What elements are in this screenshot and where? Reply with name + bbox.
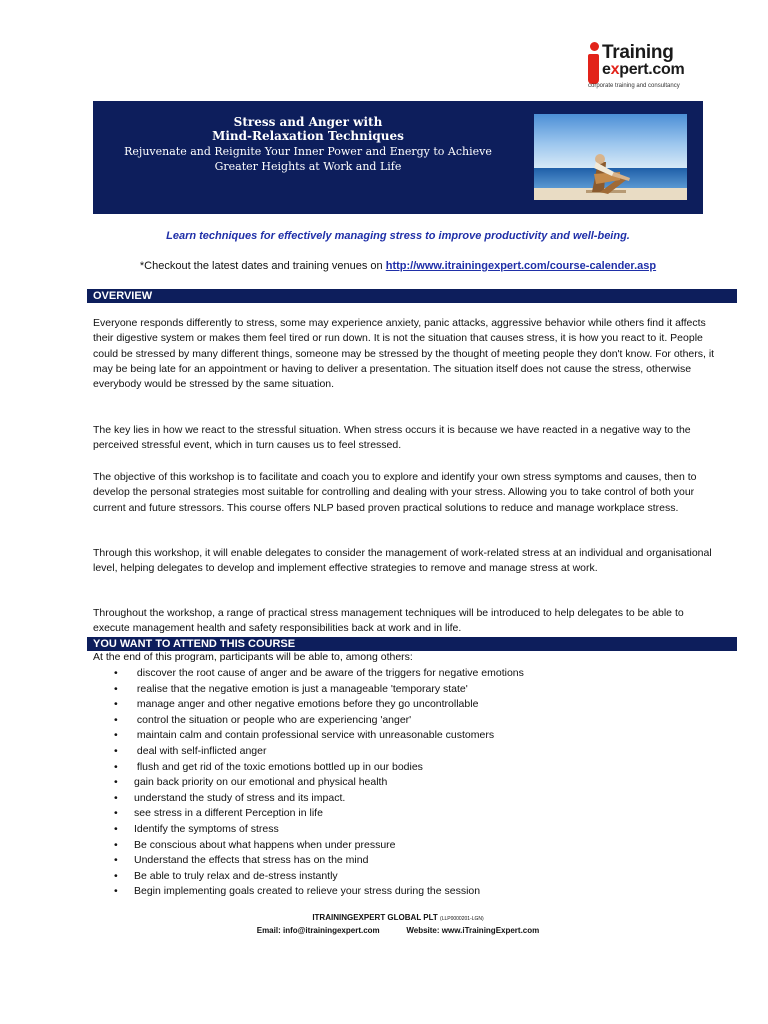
list-item: • control the situation or people who are experiencing 'anger' [114,713,412,726]
logo-i-mark-icon [588,42,600,86]
list-item: • Begin implementing goals created to relieve your stress during the session [114,885,481,898]
checkout-text: *Checkout the latest dates and training venues on [139,260,386,272]
overview-paragraph-3: The objective of this workshop is to facilitate and coach you to explore and identify your own stress symptoms and causes, then to develop the personal strategies most suitable for controlling and dealing with your stress. Allowing you to take control of both your current and future stressors. This course offers NLP based proven practical solutions to reduce and manage workplace stress. [93,471,697,514]
overview-paragraph-5: Throughout the workshop, a range of practical stress management techniques will be introduced to help delegates to be able to execute management health and safety responsibilities back at work and in life. [93,607,684,635]
footer-registration: (LLP0000201-LGN) [440,916,484,922]
footer-website[interactable]: Website: www.iTrainingExpert.com [406,926,540,935]
logo-word-training: Training [602,42,674,63]
list-item: • gain back priority on our emotional and physical health [114,776,388,789]
list-item: • Understand the effects that stress has on the mind [114,854,369,867]
overview-paragraph-4: Through this workshop, it will enable delegates to consider the management of work-related stress at an individual and organisational level, helping delegates to develop and implement effective strategies to remove and manage stress at work. [93,547,712,575]
intro-tagline: Learn techniques for effectively managing stress to improve productivity and well-being. [166,230,630,242]
list-item: • understand the study of stress and its impact. [114,791,346,804]
list-item: • Be able to truly relax and de-stress instantly [114,869,338,882]
banner-subtitle-line2: Greater Heights at Work and Life [214,160,402,173]
learning-outcomes-list [114,666,524,900]
banner-subtitle-line1: Rejuvenate and Reignite Your Inner Power and Energy to Achieve [124,145,492,158]
overview-paragraph-2: The key lies in how we react to the stressful situation. When stress occurs it is because we have reacted in a negative way to the perceived stressful event, which in turn causes us to feel stressed. [93,424,691,452]
banner-title-line1: Stress and Anger with [233,115,383,129]
list-item: • flush and get rid of the toxic emotions bottled up in our bodies [114,760,423,773]
list-item: • realise that the negative emotion is just a manageable 'temporary state' [114,682,468,695]
course-calendar-link[interactable]: http://www.itrainingexpert.com/course-calender.asp [385,260,657,272]
page-footer [93,912,703,936]
course-banner [93,101,703,214]
company-logo [588,42,718,92]
overview-heading: OVERVIEW [87,289,737,303]
footer-company-name: ITRAININGEXPERT GLOBAL PLT [312,913,438,922]
banner-text [93,115,523,174]
list-item: • discover the root cause of anger and be aware of the triggers for negative emotions [114,667,524,679]
list-item: • manage anger and other negative emotions before they go uncontrollable [114,698,479,711]
logo-tagline: corporate training and consultancy [588,83,680,89]
checkout-line [93,260,703,272]
list-item: • see stress in a different Perception in life [114,807,323,820]
list-item: • maintain calm and contain professional service with unreasonable customers [114,729,495,742]
attend-heading: YOU WANT TO ATTEND THIS COURSE [87,637,737,651]
logo-word-expert: expert.com [602,61,685,78]
overview-paragraph-1: Everyone responds differently to stress, some may experience anxiety, panic attacks, aggressive behavior while others find it affects their digestive system or makes them feel tired or run down. It is not the situation that causes stress, it is how you react to it. People could be stressed by many different things, someone may be stressed by the thought of meeting people they don't know. For others, it may be being late for an appointment or having to deliver a presentation. The situation itself does not cause the stress, otherwise everybody would be stressed by the same situation. [93,317,715,391]
footer-email[interactable]: Email: info@itrainingexpert.com [256,926,380,935]
list-item: • Identify the symptoms of stress [114,822,279,835]
attend-intro: At the end of this program, participants will be able to, among others: [93,651,413,663]
banner-title-line2: Mind-Relaxation Techniques [212,129,404,143]
relaxing-beach-photo [534,114,687,200]
list-item: • deal with self-inflicted anger [114,744,267,757]
list-item: • Be conscious about what happens when under pressure [114,838,396,851]
